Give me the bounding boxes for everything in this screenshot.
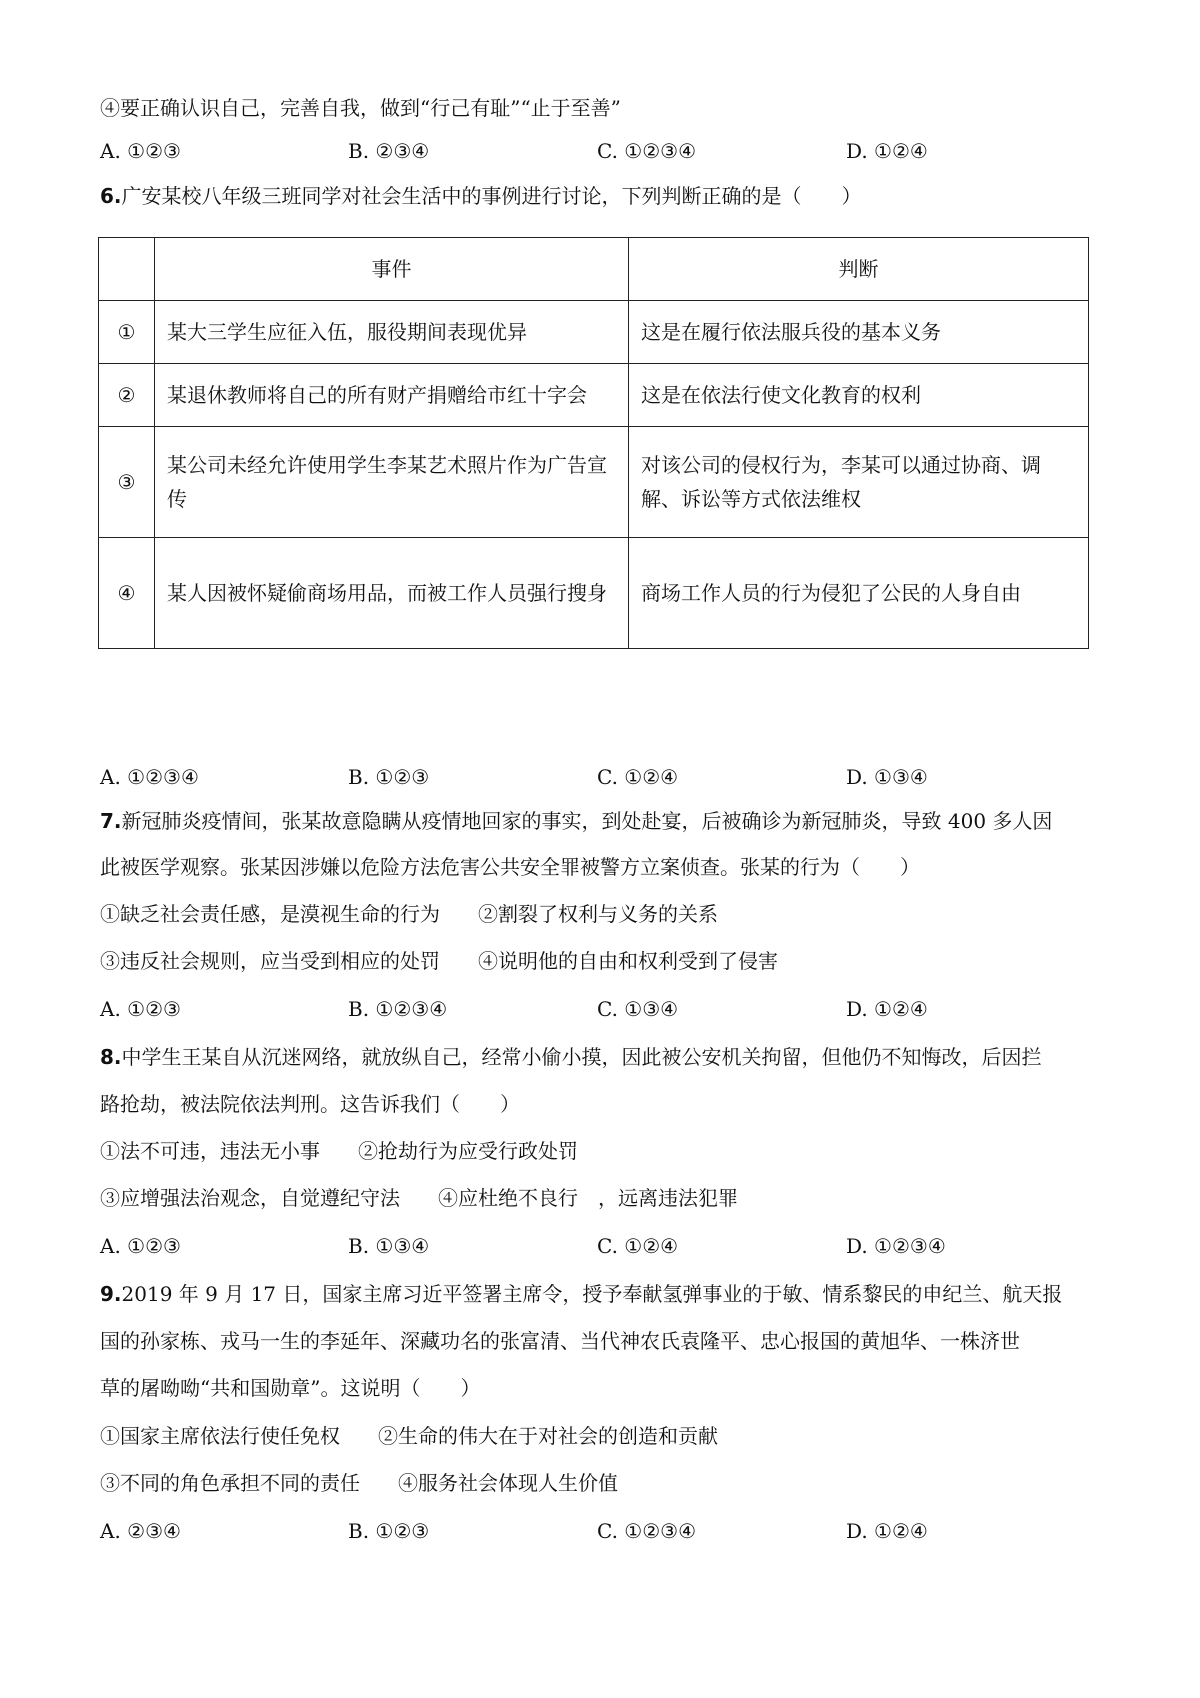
option-d[interactable]: D. ①②④ [846,139,928,163]
table-row [99,538,1089,649]
q8-statements-row-1 [100,1137,578,1165]
row-event: 某公司未经允许使用学生李某艺术照片作为广告宣传 [155,427,629,538]
statement: ②生命的伟大在于对社会的创造和贡献 [378,1424,718,1448]
row-event: 某退休教师将自己的所有财产捐赠给市红十字会 [155,364,629,427]
q9-statements-row-2 [100,1469,618,1497]
option-a[interactable]: A. ①②③④ [100,765,199,789]
q8-statements-row-2 [100,1184,738,1212]
table-row [99,301,1089,364]
option-a[interactable]: A. ①②③ [100,997,181,1021]
row-number: ② [99,364,155,427]
statement: ④说明他的自由和权利受到了侵害 [478,949,778,973]
question-number: 9. [100,1282,122,1306]
q7-stem-line-1 [100,807,1052,835]
statement: ②抢劫行为应受行政处罚 [358,1139,578,1163]
row-judgment: 这是在依法行使文化教育的权利 [629,364,1089,427]
option-c[interactable]: C. ①②③④ [597,139,697,163]
q7-options [100,995,1100,1023]
row-judgment: 这是在履行依法服兵役的基本义务 [629,301,1089,364]
option-b[interactable]: B. ①②③④ [348,997,448,1021]
statement: ③不同的角色承担不同的责任 [100,1471,360,1495]
q9-stem-line-1 [100,1280,1062,1308]
q8-stem-line-2: 路抢劫，被法院依法判刑。这告诉我们（ ） [100,1092,520,1116]
q5-statement-4: ④要正确认识自己，完善自我，做到“行己有耻”“止于至善” [100,96,621,120]
row-event: 某人因被怀疑偷商场用品，而被工作人员强行搜身 [155,538,629,649]
q7-statements-row-1 [100,900,718,928]
question-number: 8. [100,1045,122,1069]
table-row [99,427,1089,538]
row-judgment: 对该公司的侵权行为，李某可以通过协商、调解、诉讼等方式依法维权 [629,427,1089,538]
row-judgment: 商场工作人员的行为侵犯了公民的人身自由 [629,538,1089,649]
statement: ④应杜绝不良行 ，远离违法犯罪 [438,1186,738,1210]
row-number: ① [99,301,155,364]
option-b[interactable]: B. ①②③ [348,1519,430,1543]
statement: ②割裂了权利与义务的关系 [478,902,718,926]
option-c[interactable]: C. ①②④ [597,765,679,789]
statement: ①国家主席依法行使任免权 [100,1424,340,1448]
option-c[interactable]: C. ①②③④ [597,1519,697,1543]
option-b[interactable]: B. ①②③ [348,765,430,789]
question-number: 6. [100,184,122,208]
q9-options [100,1517,1100,1545]
q6-stem-text: 广安某校八年级三班同学对社会生活中的事例进行讨论，下列判断正确的是（ ） [121,184,862,208]
option-b[interactable]: B. ②③④ [348,139,430,163]
q9-stem-line-3: 草的屠呦呦“共和国勋章”。这说明（ ） [100,1376,481,1400]
q6-options [100,763,1100,791]
option-b[interactable]: B. ①③④ [348,1234,430,1258]
statement: ④服务社会体现人生价值 [398,1471,618,1495]
q6-stem [100,182,862,210]
option-a[interactable]: A. ①②③ [100,1234,181,1258]
statement: ①缺乏社会责任感，是漠视生命的行为 [100,902,440,926]
q7-stem-text: 新冠肺炎疫情间，张某故意隐瞒从疫情地回家的事实，到处赴宴，后被确诊为新冠肺炎，导致 400 多人因 [121,809,1053,833]
q9-stem-text: 2019 年 9 月 17 日，国家主席习近平签署主席令，授予奉献氢弹事业的于敏、情系黎民的申纪兰、航天报 [121,1282,1063,1306]
option-c[interactable]: C. ①②④ [597,1234,679,1258]
q7-statements-row-2 [100,947,778,975]
header-event: 事件 [155,238,629,301]
q8-options [100,1232,1100,1260]
option-d[interactable]: D. ①②④ [846,997,928,1021]
option-d[interactable]: D. ①③④ [846,765,928,789]
row-event: 某大三学生应征入伍，服役期间表现优异 [155,301,629,364]
header-num [99,238,155,301]
table-row [99,364,1089,427]
row-number: ④ [99,538,155,649]
question-number: 7. [100,809,122,833]
q9-statements-row-1 [100,1422,718,1450]
row-number: ③ [99,427,155,538]
statement: ③应增强法治观念，自觉遵纪守法 [100,1186,400,1210]
option-d[interactable]: D. ①②③④ [846,1234,946,1258]
q7-stem-line-2: 此被医学观察。张某因涉嫌以危险方法危害公共安全罪被警方立案侦查。张某的行为（ ） [100,855,920,879]
option-c[interactable]: C. ①③④ [597,997,679,1021]
option-a[interactable]: A. ②③④ [100,1519,181,1543]
q5-options [100,137,1100,165]
statement: ①法不可违，违法无小事 [100,1139,320,1163]
table-header-row [99,238,1089,301]
q8-stem-text: 中学生王某自从沉迷网络，就放纵自己，经常小偷小摸，因此被公安机关拘留，但他仍不知悔改，后因拦 [121,1045,1042,1069]
option-a[interactable]: A. ①②③ [100,139,181,163]
statement: ③违反社会规则，应当受到相应的处罚 [100,949,440,973]
q6-table [98,237,1089,649]
q8-stem-line-1 [100,1043,1042,1071]
q9-stem-line-2: 国的孙家栋、戎马一生的李延年、深藏功名的张富清、当代神农氏袁隆平、忠心报国的黄旭华、一株济世 [100,1329,1020,1353]
option-d[interactable]: D. ①②④ [846,1519,928,1543]
header-judgment: 判断 [629,238,1089,301]
